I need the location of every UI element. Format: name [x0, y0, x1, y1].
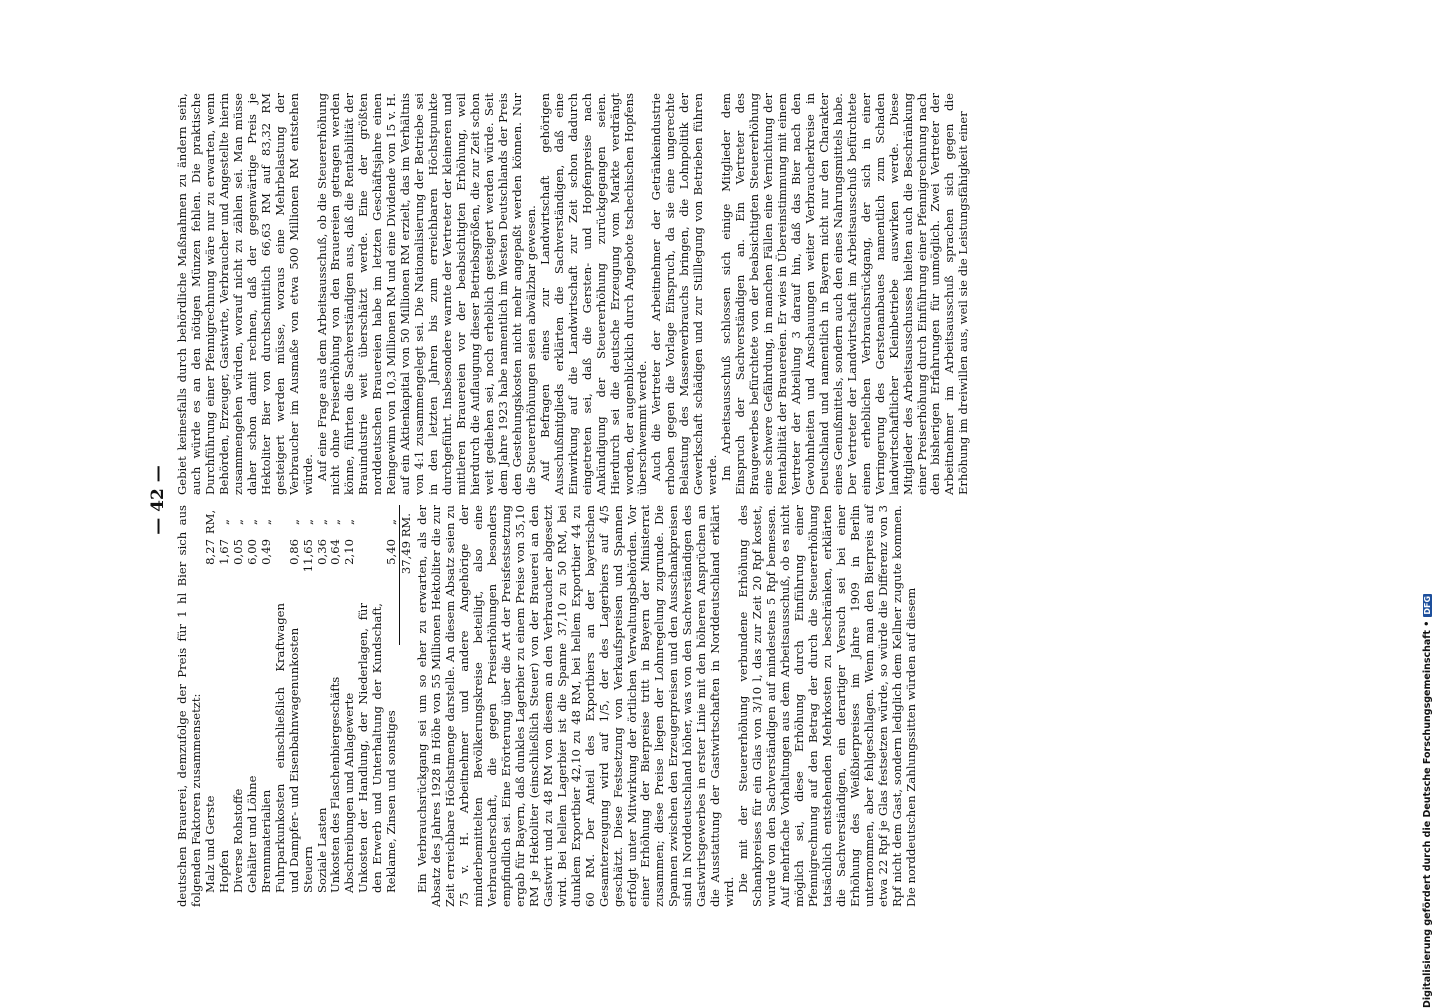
cost-unit: „ [384, 519, 399, 526]
body-paragraph: Im Arbeitsausschuß schlossen sich einige Mitglieder dem Einspruch der Sachverständigen an. Ein Vertreter des Braugewerbes befürchtete von der beabsichtigten Steuererhöhung eine schwere Gefährdung, in manchen Fällen eine Vernichtung der Rentabilität der Brauereien. Er wies in Übereinstimmung mit einem Vertreter der Abteilung 3 darauf hin, daß das Bier nach den Gewohnheiten und Anschauungen weiter Verbraucherkreise in Deutschland und namentlich in Bayern nicht nur den Charakter eines Genußmittels, sondern auch den eines Nahrungsmittels habe. Der Vertreter der Landwirtschaft im Arbeitsausschuß befürchtete einen erheblichen Verbrauchsrückgang, der sich in einer Verringerung des Gerstenanbaues namentlich zum Schaden landwirtschaftlicher Kleinbetriebe auswirken werde. Diese Mitglieder des Arbeitsausschusses hielten auch die Beschränkung einer Preiserhöhung durch Einführung einer Pfennigrechnung nach den bisherigen Erfahrungen für unmöglich. Zwei Vertreter der Arbeitnehmer im Arbeitsausschuß sprachen sich gegen die Erhöhung im dreiwillen aus, weil sie die Leistungsfähigkeit einer [719, 93, 971, 495]
cost-value: 0,86 [286, 539, 301, 565]
cost-value: 2,10 [342, 539, 357, 565]
cost-row [218, 505, 232, 907]
right-column [176, 93, 971, 495]
cost-total: 37,49 RM. [399, 513, 414, 575]
cost-value: 0,36 [314, 539, 329, 565]
cost-row [246, 505, 260, 907]
cost-unit: „ [244, 519, 259, 526]
cost-name: Unkosten der Handlung, der Niederlagen, für den Erwerb und Unterhaltung der Kundschaft, Reklame, Zinsen und sonstiges [356, 603, 399, 893]
cost-intro: deutschen Brauerei, demzufolge der Preis für 1 hl Bier sich aus folgenden Faktoren zusammensetzt: [175, 505, 203, 907]
cost-name: Malz und Gerste [202, 795, 217, 893]
left-column [176, 505, 919, 907]
cost-unit: „ [230, 519, 245, 526]
cost-row [232, 505, 246, 907]
cost-value: 6,00 [244, 539, 259, 565]
cost-value: 0,05 [230, 539, 245, 565]
cost-name: Unkosten des Flaschenbiergeschäfts [328, 676, 343, 893]
cost-name: Abschreibungen und Anlagewerte [342, 692, 357, 893]
page-number: — 42 — [148, 465, 168, 535]
cost-name: Hopfen [216, 849, 231, 893]
dfg-notice [1422, 594, 1433, 1008]
body-paragraph: Gebiet keinesfalls durch behördliche Maßnahmen zu ändern sein, auch würde es an den nötigen Münzen fehlen. Die praktische Durchführung einer Pfennigrechnung wäre nur zu erwarten, wenn Behörden, Erzeuger, Gastwirte, Verbraucher und Angestellte hierin zusammengehen würden, worauf nicht zu zählen sei. Man müsse daher schon damit rechnen, daß der gegenwärtige Preis je Hektoliter Bier von durchschnittlich 66,63 RM auf 83,32 RM gesteigert werden müsse, woraus eine Mehrbelastung der Verbraucher im Ausmaße von etwa 500 Millionen RM entstehen würde. [175, 93, 315, 495]
cost-table [204, 505, 414, 907]
cost-value: 11,65 [300, 539, 315, 573]
cost-unit: „ [342, 519, 357, 526]
cost-value: 1,67 [216, 539, 231, 565]
cost-row [343, 505, 357, 907]
cost-row [274, 505, 302, 907]
cost-name: Brennmaterialien [258, 789, 273, 893]
cost-row [357, 505, 399, 907]
dfg-logo: DFG [1423, 595, 1432, 615]
body-paragraph: Die mit der Steuererhöhung verbundene Erhöhung des Schankpreises für ein Glas von 3/10 l, das zur Zeit 20 Rpf kostet, wurde von den Sachverständigen auf mindestens 5 Rpf bemessen. Auf mehrfache Vorhaltungen aus dem Arbeitsausschuß, ob es nicht möglich sei, diese Erhöhung durch Einführung einer Pfennigrechnung auf den Betrag der durch die Steuererhöhung tatsächlich entstehenden Mehrkosten zu beschränken, erklärten die Sachverständigen, ein derartiger Versuch sei bei einer Erhöhung des Weißbierpreises im Jahre 1909 in Berlin unternommen, aber fehlgeschlagen. Wenn man den Bierpreis auf etwa 22 Rpf je Glas festsetzen würde, so würde die Differenz von 3 Rpf nicht dem Gast, sondern lediglich dem Kellner zugute kommen. Die norddeutschen Zahlungssitten würden auf diesem [736, 505, 918, 907]
cost-value: 5,40 [384, 539, 399, 565]
cost-unit: „ [286, 519, 301, 526]
cost-unit: „ [258, 519, 273, 526]
cost-unit: „ [216, 519, 231, 526]
sum-row [400, 505, 414, 907]
cost-row [329, 505, 343, 907]
body-paragraph: Auch die Vertreter der Arbeitnehmer der Getränkeindustrie erhoben gegen die Vorlage Einspruch, da sie eine ungerechte Belastung des Massenverbrauchs bringen, die Lohnpolitik der Gewerkschaft schädigen und zur Stilllegung von Betrieben führen werde. [649, 93, 720, 495]
body-paragraph: Auf Befragen eines zur Landwirtschaft gehörigen Ausschußmitglieds erklärten die Sachverständigen, daß eine Einwirkung auf die Landwirtschaft zur Zeit schon dadurch eingetreten sei, daß die Gersten- und Hopfenpreise nach Ankündigung der Steuererhöhung zurückgegangen seien. Hierdurch sei die deutsche Erzeugung vom Markte verdrängt worden, der augenblicklich durch Angebote tschechischen Hopfens überschwemmt werde. [537, 93, 650, 495]
cost-unit: RM, [202, 509, 217, 535]
dfg-notice-text: Digitalisierung gefördert durch die Deutsche Forschungsgemeinschaft • [1422, 620, 1433, 1008]
cost-value: 0,64 [328, 539, 343, 565]
cost-name: Diverse Rohstoffe [230, 788, 245, 893]
cost-unit: „ [314, 519, 329, 526]
cost-value: 0,49 [258, 539, 273, 565]
body-paragraph: Ein Verbrauchsrückgang sei um so eher zu erwarten, als der Absatz des Jahres 1928 in Höhe von 55 Millionen Hektoliter die zur Zeit erreichbare Höchstmenge darstelle. An diesem Absatz seien zu 75 v. H. Arbeitnehmer und andere Angehörige der minderbemittelten Bevölkerungskreise beteiligt, also eine Verbraucherschaft, die gegen Preiserhöhungen besonders empfindlich sei. Eine Erörterung über die Art der Preisfestsetzung ergab für Bayern, daß dunkles Lagerbier zu einem Preise von 35,10 RM je Hektoliter (einschließlich Steuer) von der Brauerei an den Gastwirt und zu 48 RM von diesem an den Verbraucher abgesetzt wird. Bei hellem Lagerbier ist die Spanne 37,10 zu 50 RM, bei dunklem Exportbier 42,10 zu 48 RM, bei hellem Exportbier 44 zu 60 RM. Der Anteil des Exportbiers an der bayerischen Gesamterzeugung wird auf 1/5, der des Lagerbiers auf 4/5 geschätzt. Diese Festsetzung von Verkaufspreisen und Spannen erfolgt unter Mitwirkung der örtlichen Verwaltungsbehörden. Vor einer Erhöhung der Bierpreise tritt in Bayern der Ministerrat zusammen; diese Preise liegen der Lohnregelung zugrunde. Die Spannen zwischen den Erzeugerpreisen und den Ausschankpreisen sind in Norddeutschland höher, was von den Sachverständigen des Gastwirtsgewerbes in erster Linie mit den höheren Ansprüchen an die Ausstattung der Gastwirtschaften in Norddeutschland erklärt wird. [415, 505, 737, 907]
cost-name: Steuern [300, 846, 315, 893]
cost-name: Soziale Lasten [314, 807, 329, 893]
cost-name: Gehälter und Löhne [244, 775, 259, 893]
cost-value: 8,27 [202, 539, 217, 565]
body-paragraph: Auf eine Frage aus dem Arbeitsausschuß, ob die Steuererhöhung nicht ohne Preiserhöhung von den Brauereien getragen werden könne, führten die Sachverständigen aus, daß die Rentabilität der Brauindustrie weit überschätzt werde. Eine der größten norddeutschen Brauereien habe im letzten Geschäftsjahre einen Reingewinn von 10,3 Millionen RM und eine Dividende von 15 v. H. auf ein Aktienkapital von 50 Millionen RM erzielt, das im Verhältnis von 4:1 zusammengelegt sei. Die Nationalisierung der Betriebe sei in den letzten Jahren bis zum erreichbaren Höchstpunkte durchgeführt. Insbesondere warnte der Vertreter der kleineren und mittleren Brauereien vor der beabsichtigten Erhöhung, weil hierdurch die Auflaugung dieser Betriebsgrößen, die zur Zeit schon weit gediehen sei, noch erheblich gesteigert werden würde. Seit dem Jahre 1923 habe namentlich im Westen Deutschlands der Preis den Gestehungskosten nicht mehr angepaßt werden können. Nur die Steuererhöhungen seien abwälzbar gewesen. [314, 93, 538, 495]
cost-row [204, 505, 218, 907]
cost-unit: „ [328, 519, 343, 526]
cost-name: Fuhrparkunkosten einschließlich Kraftwagen und Dampfer- und Eisenbahnwagenunkosten [272, 603, 301, 893]
dfg-sidebar [1414, 8, 1433, 1008]
cost-unit: „ [300, 519, 315, 526]
cost-row [260, 505, 274, 907]
cost-row [316, 505, 330, 907]
scanned-page [132, 89, 1302, 911]
cost-row [302, 505, 316, 907]
